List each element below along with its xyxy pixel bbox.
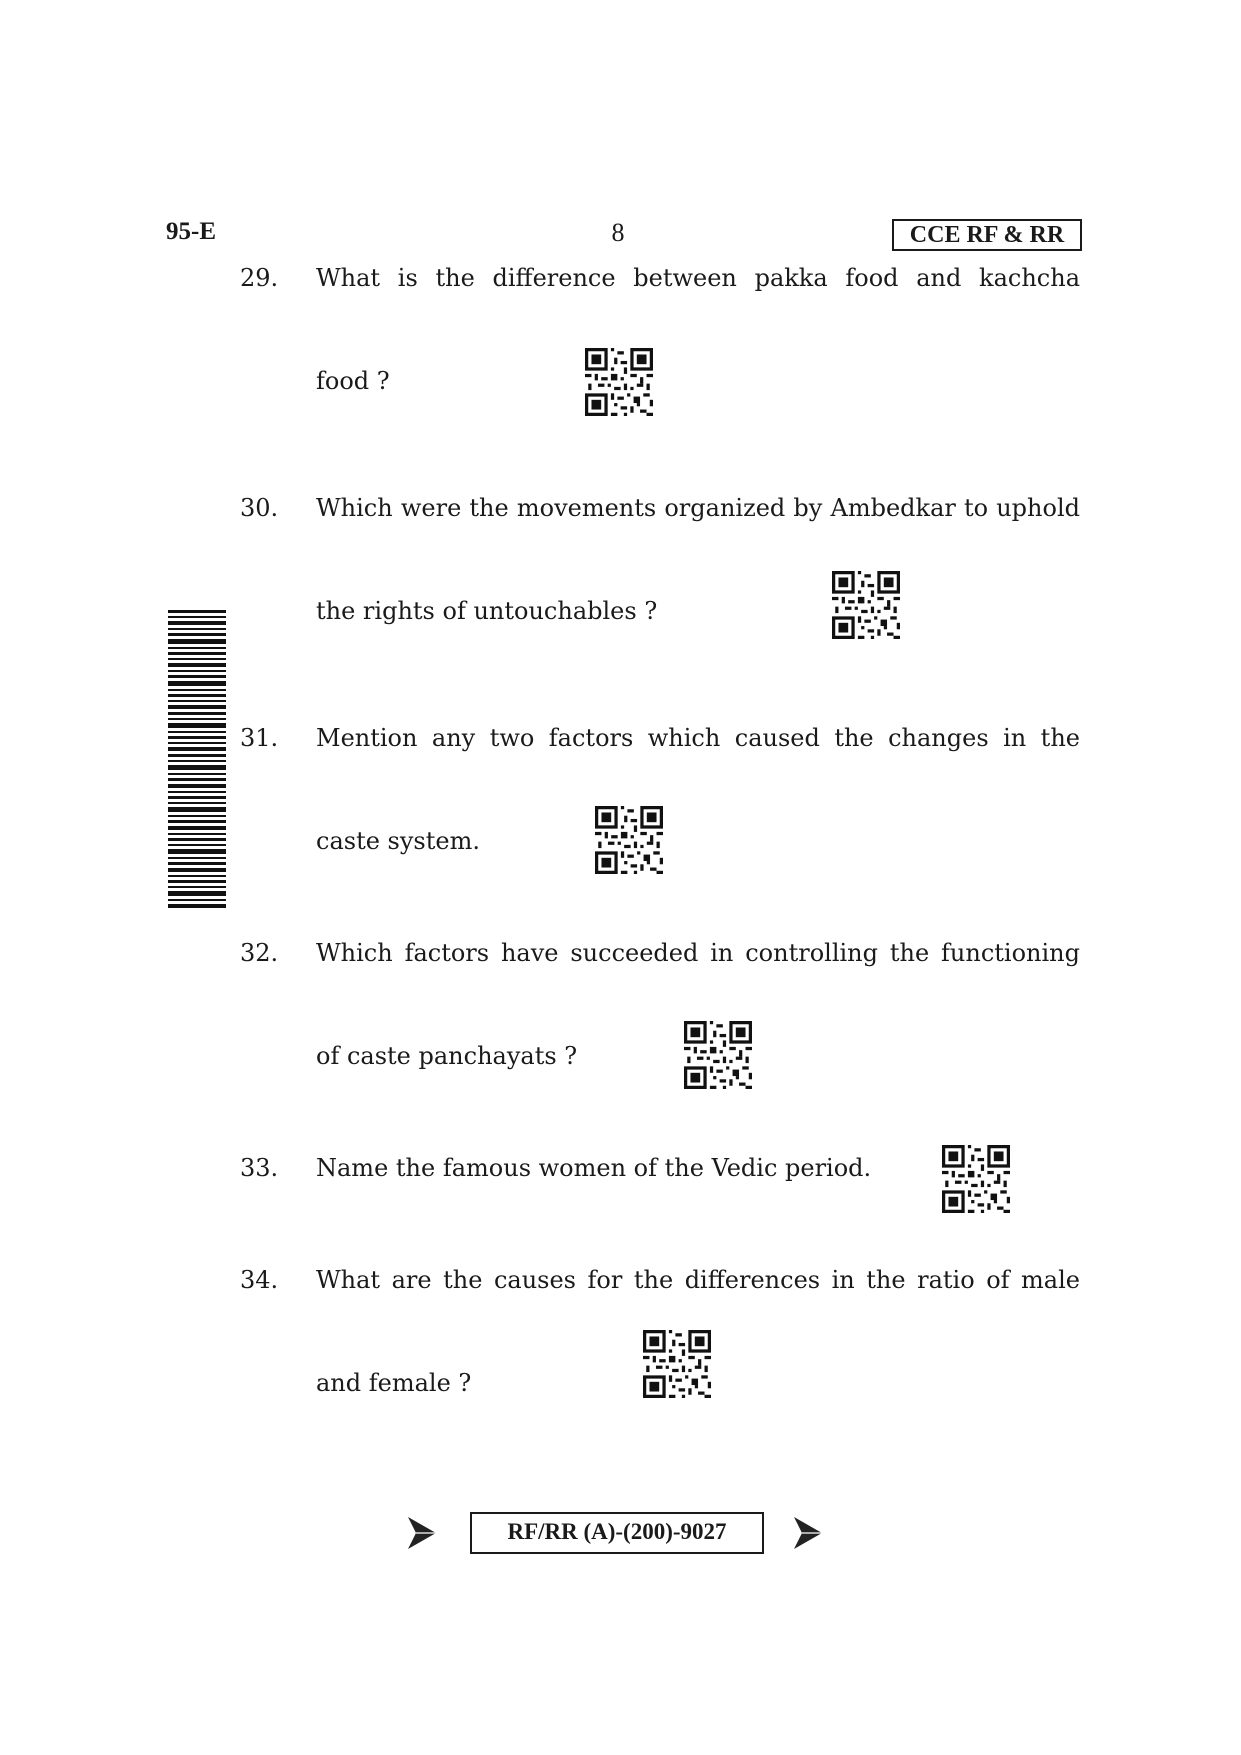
question-text: What is the difference between pakka food and kachcha: [316, 264, 1080, 292]
footer-code: RF/RR (A)-(200)-9027: [470, 1512, 764, 1554]
page-number: 8: [611, 218, 625, 247]
question-number: 29.: [240, 264, 279, 292]
qr-code-icon: [942, 1145, 1010, 1213]
question-number: 32.: [240, 939, 279, 967]
question-number: 30.: [240, 494, 279, 522]
barcode-icon: [168, 610, 226, 910]
series-label: CCE RF & RR: [892, 219, 1082, 251]
question-text: Name the famous women of the Vedic period.: [316, 1154, 872, 1182]
question-text: Which were the movements organized by Ambedkar to uphold: [316, 494, 1080, 522]
qr-code-icon: [595, 806, 663, 874]
question-text: of caste panchayats ?: [316, 1042, 578, 1070]
question-text: caste system.: [316, 827, 480, 855]
question-text: food ?: [316, 367, 390, 395]
arrow-right-icon: [406, 1515, 438, 1551]
question-text: and female ?: [316, 1369, 472, 1397]
question-text: Which factors have succeeded in controlling the functioning: [316, 939, 1080, 967]
question-text: the rights of untouchables ?: [316, 597, 658, 625]
question-number: 34.: [240, 1266, 279, 1294]
page-code: 95-E: [166, 218, 216, 245]
qr-code-icon: [684, 1021, 752, 1089]
qr-code-icon: [585, 348, 653, 416]
question-number: 31.: [240, 724, 279, 752]
question-text: Mention any two factors which caused the changes in the: [316, 724, 1080, 752]
arrow-right-icon: [792, 1515, 824, 1551]
question-number: 33.: [240, 1154, 279, 1182]
qr-code-icon: [832, 571, 900, 639]
qr-code-icon: [643, 1330, 711, 1398]
question-text: What are the causes for the differences in the ratio of male: [316, 1266, 1080, 1294]
